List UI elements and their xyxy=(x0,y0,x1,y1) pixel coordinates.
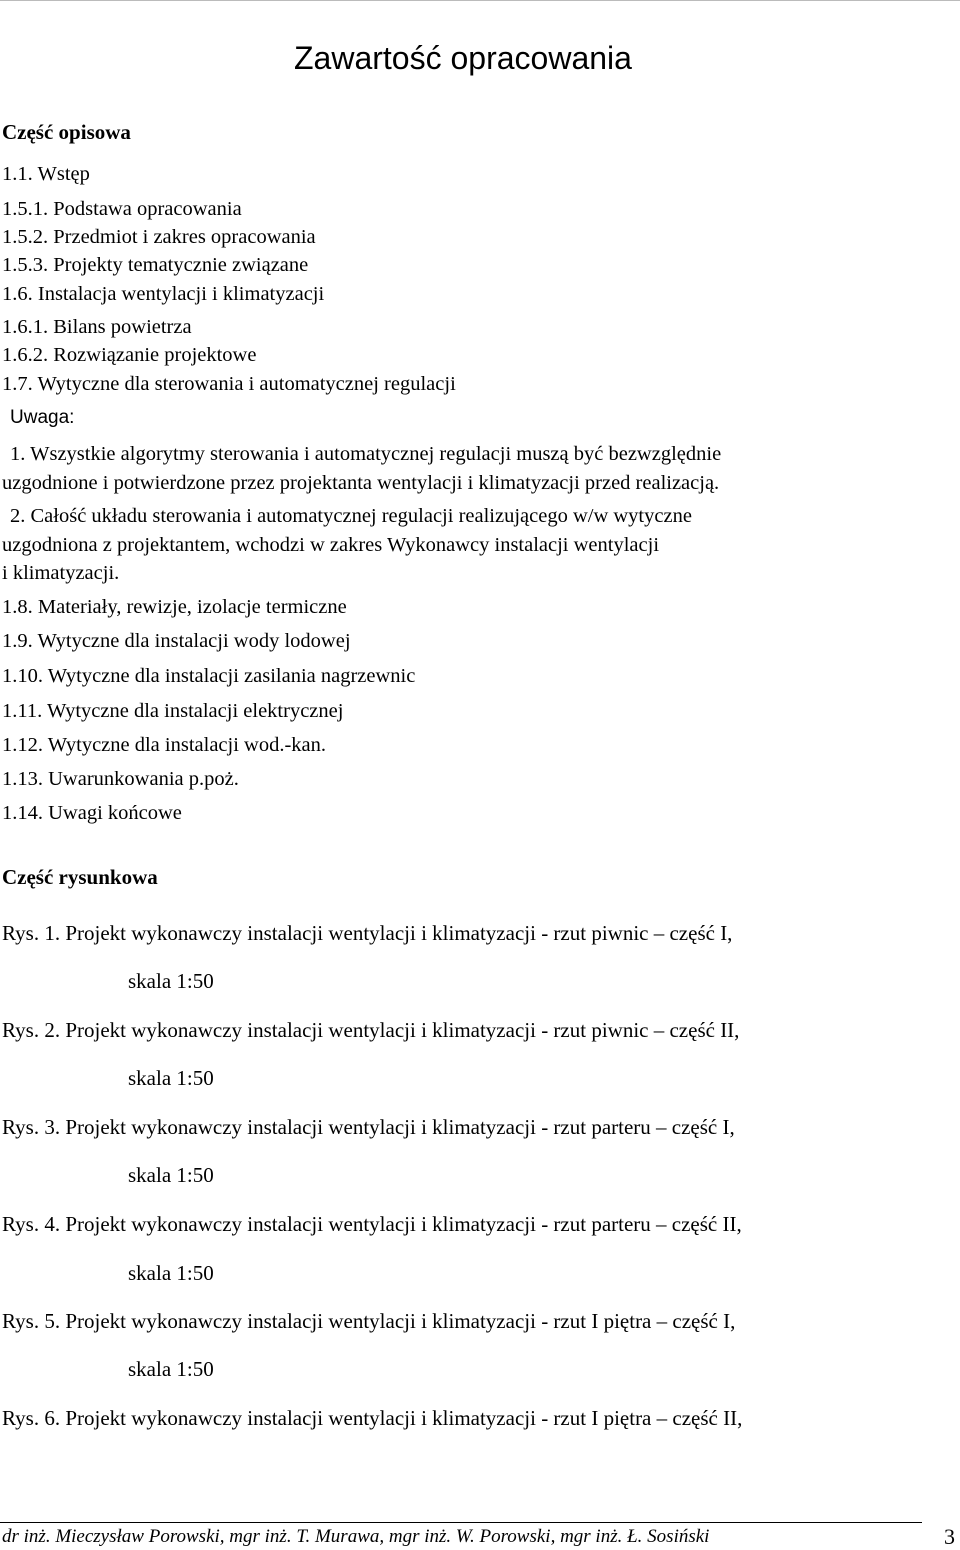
drawing-scale: skala 1:50 xyxy=(128,1163,214,1187)
note-line: 2. Całość układu sterowania i automatycznej regulacji realizującego w/w wytyczne xyxy=(10,505,692,527)
footer-rule xyxy=(0,1522,922,1523)
drawing-item: Rys. 5. Projekt wykonawczy instalacji wentylacji i klimatyzacji - rzut I piętra – część I, xyxy=(2,1309,736,1333)
toc-item: 1.8. Materiały, rewizje, izolacje termiczne xyxy=(2,596,347,618)
drawing-item: Rys. 1. Projekt wykonawczy instalacji wentylacji i klimatyzacji - rzut piwnic – część I, xyxy=(2,921,733,945)
toc-item: 1.6.1. Bilans powietrza xyxy=(2,316,192,338)
note-line: 1. Wszystkie algorytmy sterowania i automatycznej regulacji muszą być bezwzględnie xyxy=(10,443,722,465)
toc-item: 1.5.2. Przedmiot i zakres opracowania xyxy=(2,226,316,248)
toc-item: 1.9. Wytyczne dla instalacji wody lodowej xyxy=(2,630,351,652)
toc-item: 1.6. Instalacja wentylacji i klimatyzacji xyxy=(2,283,325,305)
note-line: i klimatyzacji. xyxy=(2,562,120,584)
toc-item: 1.14. Uwagi końcowe xyxy=(2,802,182,824)
note-line: uzgodniona z projektantem, wchodzi w zakres Wykonawcy instalacji wentylacji xyxy=(2,534,660,556)
document-title: Zawartość opracowania xyxy=(294,40,632,76)
drawing-item: Rys. 2. Projekt wykonawczy instalacji wentylacji i klimatyzacji - rzut piwnic – część II, xyxy=(2,1018,740,1042)
drawing-item: Rys. 3. Projekt wykonawczy instalacji wentylacji i klimatyzacji - rzut parteru – część I, xyxy=(2,1115,735,1139)
toc-item: 1.13. Uwarunkowania p.poż. xyxy=(2,768,239,790)
toc-item: 1.5.3. Projekty tematycznie związane xyxy=(2,254,309,276)
drawing-scale: skala 1:50 xyxy=(128,1261,214,1285)
toc-item: 1.6.2. Rozwiązanie projektowe xyxy=(2,344,257,366)
toc-item: 1.10. Wytyczne dla instalacji zasilania nagrzewnic xyxy=(2,665,416,687)
toc-item: 1.12. Wytyczne dla instalacji wod.-kan. xyxy=(2,734,327,756)
footer-authors: dr inż. Mieczysław Porowski, mgr inż. T. Murawa, mgr inż. W. Porowski, mgr inż. Ł. Sosiński xyxy=(2,1526,710,1547)
drawing-scale: skala 1:50 xyxy=(128,1357,214,1381)
page-number: 3 xyxy=(944,1524,955,1549)
toc-item: 1.11. Wytyczne dla instalacji elektrycznej xyxy=(2,700,344,722)
toc-item: 1.1. Wstęp xyxy=(2,163,90,185)
drawing-scale: skala 1:50 xyxy=(128,1066,214,1090)
drawing-item: Rys. 4. Projekt wykonawczy instalacji wentylacji i klimatyzacji - rzut parteru – część II, xyxy=(2,1212,742,1236)
top-rule xyxy=(0,0,960,1)
section-heading-drawings: Część rysunkowa xyxy=(2,865,158,889)
section-heading-descriptive: Część opisowa xyxy=(2,120,131,144)
note-label: Uwaga: xyxy=(10,407,75,428)
toc-item: 1.7. Wytyczne dla sterowania i automatycznej regulacji xyxy=(2,373,456,395)
note-line: uzgodnione i potwierdzone przez projektanta wentylacji i klimatyzacji przed realizacją. xyxy=(2,472,720,494)
drawing-scale: skala 1:50 xyxy=(128,969,214,993)
toc-item: 1.5.1. Podstawa opracowania xyxy=(2,198,242,220)
drawing-item: Rys. 6. Projekt wykonawczy instalacji wentylacji i klimatyzacji - rzut I piętra – część II, xyxy=(2,1406,743,1430)
